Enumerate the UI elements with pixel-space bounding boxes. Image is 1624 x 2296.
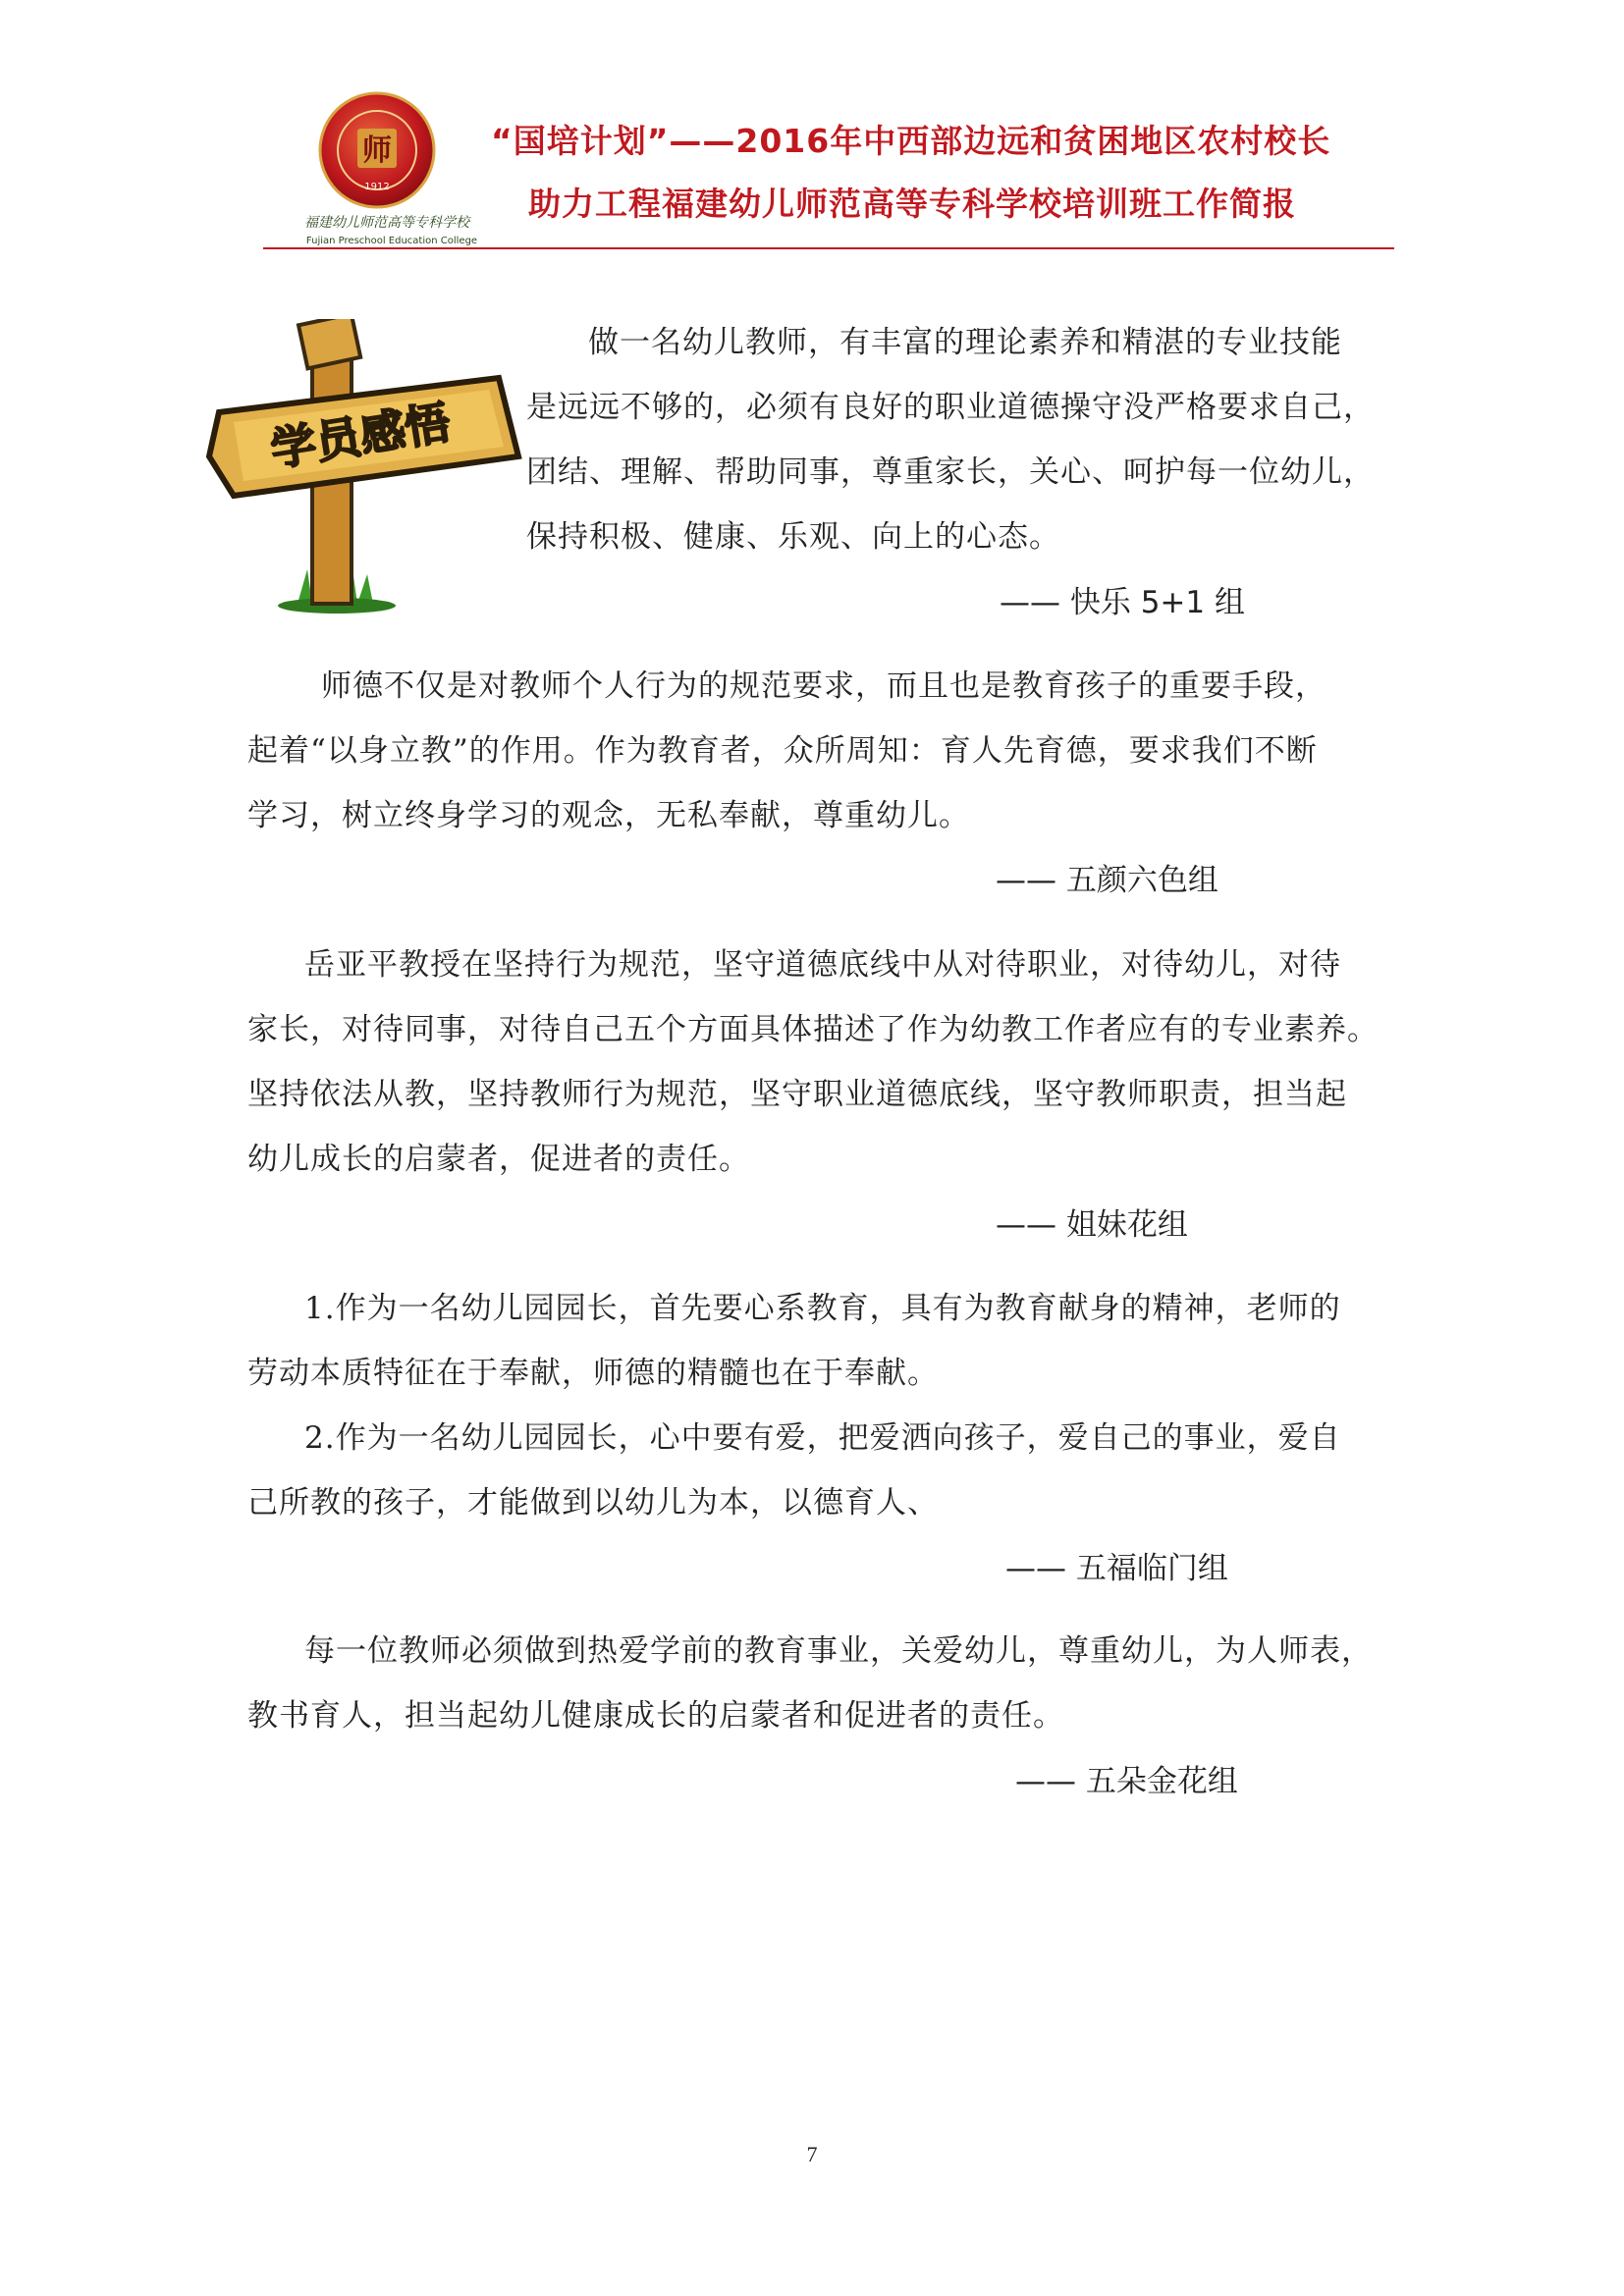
header-divider [263, 247, 1394, 249]
section-5-signature: —— 五朵金花组 [1015, 1764, 1238, 1799]
svg-text:师: 师 [362, 133, 392, 168]
section-4-paragraph [247, 1276, 1390, 1535]
text-line: 起着“以身立教”的作用。作为教育者，众所周知：育人先育德，要求我们不断 [247, 733, 1318, 769]
text-line: 师德不仅是对教师个人行为的规范要求，而且也是教育孩子的重要手段， [321, 668, 1326, 704]
text-line: 每一位教师必须做到热爱学前的教育事业，关爱幼儿，尊重幼儿，为人师表， [304, 1633, 1373, 1669]
section-5-paragraph [247, 1619, 1390, 1748]
header-title-line2: 助力工程福建幼儿师范高等专科学校培训班工作简报 [528, 185, 1296, 223]
logo-cn-text: 福建幼儿师范高等专科学校 [304, 215, 469, 231]
text-line: 幼儿成长的启蒙者，促进者的责任。 [247, 1142, 750, 1177]
section-2-paragraph [247, 654, 1390, 848]
text-line: 保持积极、健康、乐观、向上的心态。 [526, 519, 1060, 555]
section-3-signature: —— 姐妹花组 [996, 1207, 1188, 1243]
section-3-paragraph [247, 933, 1390, 1192]
text-line: 教书育人，担当起幼儿健康成长的启蒙者和促进者的责任。 [247, 1698, 1064, 1734]
text-line: 学习，树立终身学习的观念，无私奉献，尊重幼儿。 [247, 798, 970, 833]
signpost-label: 学员感悟 [266, 396, 455, 477]
text-line: 坚持依法从教，坚持教师行为规范，坚守职业道德底线，坚守教师职责，担当起 [247, 1077, 1347, 1112]
text-line: 2.作为一名幼儿园园长，心中要有爱，把爱洒向孩子，爱自己的事业，爱自 [304, 1420, 1341, 1456]
text-line: 己所教的孩子，才能做到以幼儿为本，以德育人、 [247, 1485, 939, 1521]
text-line: 岳亚平教授在坚持行为规范，坚守道德底线中从对待职业，对待幼儿，对待 [304, 947, 1341, 983]
section-1-signature: —— 快乐 5+1 组 [1000, 585, 1245, 620]
college-logo [298, 91, 514, 248]
section-2-signature: —— 五颜六色组 [996, 863, 1218, 898]
page-number: 7 [806, 2142, 818, 2166]
logo-en-text: Fujian Preschool Education College [305, 236, 478, 246]
text-line: 团结、理解、帮助同事，尊重家长，关心、呵护每一位幼儿， [526, 454, 1375, 490]
text-line: 劳动本质特征在于奉献，师德的精髓也在于奉献。 [247, 1356, 939, 1391]
section-4-signature: —— 五福临门组 [1005, 1551, 1228, 1586]
text-line: 是远远不够的，必须有良好的职业道德操守没严格要求自己， [526, 390, 1375, 425]
signpost-illustration [204, 319, 528, 614]
text-line: 家长，对待同事，对待自己五个方面具体描述了作为幼教工作者应有的专业素养。 [247, 1012, 1379, 1047]
text-line: 做一名幼儿教师，有丰富的理论素养和精湛的专业技能 [588, 325, 1342, 360]
header-title-line1: “国培计划”——2016年中西部边远和贫困地区农村校长 [491, 122, 1331, 160]
logo-year: 1912 [364, 182, 390, 192]
text-line: 1.作为一名幼儿园园长，首先要心系教育，具有为教育献身的精神，老师的 [304, 1291, 1341, 1326]
section-1-paragraph [526, 310, 1390, 569]
